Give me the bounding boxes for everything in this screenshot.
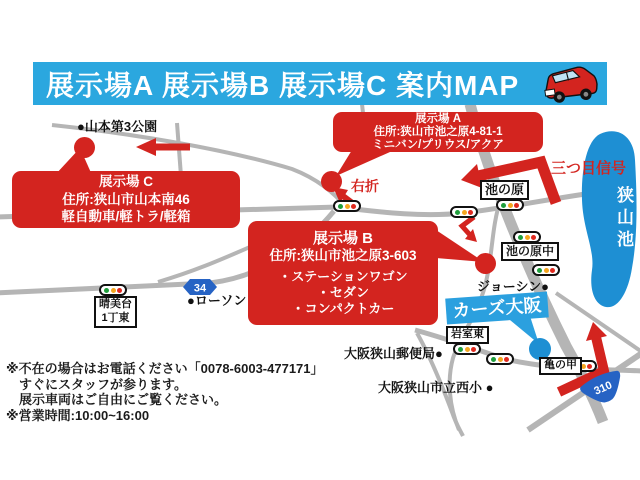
site-a-marker xyxy=(321,171,342,192)
site-b-title: 展示場 B xyxy=(312,230,373,247)
note-staff: すぐにスタッフが参ります。 xyxy=(19,376,187,392)
route-34-label: 34 xyxy=(193,282,207,295)
label-ikenohara: 池の原 xyxy=(480,180,529,200)
label-cars-osaka: カーズ大阪 xyxy=(445,291,549,324)
traffic-light-icon xyxy=(453,343,481,355)
page-title: 展示場A 展示場B 展示場C 案内MAP xyxy=(46,69,520,101)
site-b-address: 住所:狭山市池之原3-603 xyxy=(269,248,417,263)
label-elementary-school: 大阪狭山市立西小 ● xyxy=(378,380,494,395)
site-c-address: 住所:狭山市山本南46 xyxy=(62,191,190,207)
label-yamamoto-park: ●山本第3公園 xyxy=(77,119,158,134)
traffic-light-icon xyxy=(333,200,361,212)
site-b-marker xyxy=(475,253,496,274)
label-iwamuro-higashi: 岩室東 xyxy=(446,326,489,344)
callout-site-b xyxy=(248,221,438,325)
label-ikenohara-naka: 池の原中 xyxy=(501,242,559,261)
site-b-vehicle-2: ・セダン xyxy=(316,285,370,300)
route-310-label: 310 xyxy=(592,379,615,398)
traffic-light-icon xyxy=(532,264,560,276)
site-c-title: 展示場 C xyxy=(99,174,153,190)
site-c-vehicles: 軽自動車/軽トラ/軽箱 xyxy=(61,209,191,225)
notes-block xyxy=(6,361,324,423)
callout-a-tail xyxy=(336,150,390,176)
site-c-marker xyxy=(74,137,95,158)
callout-site-c xyxy=(12,171,240,228)
note-phone: ※不在の場合はお電話ください「0078-6003-477171」 xyxy=(6,361,324,376)
callout-site-a xyxy=(333,112,543,152)
label-lawson: ●ローソン xyxy=(187,293,247,308)
header-banner xyxy=(33,62,607,105)
arrow-left-icon xyxy=(136,138,156,156)
label-harumidai-line1: 晴美台 xyxy=(99,298,132,310)
label-third-signal: 三つ目信号 xyxy=(551,160,627,177)
label-joshin: ジョーシン● xyxy=(477,279,550,294)
traffic-light-icon xyxy=(99,284,127,296)
car-icon xyxy=(539,63,601,105)
site-b-vehicle-3: ・コンパクトカー xyxy=(291,301,395,316)
site-a-vehicles: ミニバン/プリウス/アクア xyxy=(372,138,504,151)
traffic-light-icon xyxy=(450,206,478,218)
traffic-light-icon xyxy=(496,199,524,211)
traffic-light-icon xyxy=(486,353,514,365)
site-b-vehicle-1: ・ステーションワゴン xyxy=(278,269,408,284)
site-a-title: 展示場 A xyxy=(415,112,461,125)
site-a-address: 住所:狭山市池之原4-81-1 xyxy=(373,125,503,138)
label-turn-right: 右折 xyxy=(351,178,379,194)
label-harumidai xyxy=(94,296,137,328)
label-sayamaike: 狭山池 xyxy=(614,186,633,252)
label-kamenoko: 亀の甲 xyxy=(539,357,582,375)
label-post-office: 大阪狭山郵便局● xyxy=(344,346,443,361)
label-harumidai-line2: 1丁東 xyxy=(101,311,130,324)
arrow-third-signal-icon xyxy=(461,164,482,188)
note-free-viewing: 展示車両はご自由にご覧ください。 xyxy=(19,392,228,407)
note-hours: ※営業時間:10:00~16:00 xyxy=(6,407,150,423)
